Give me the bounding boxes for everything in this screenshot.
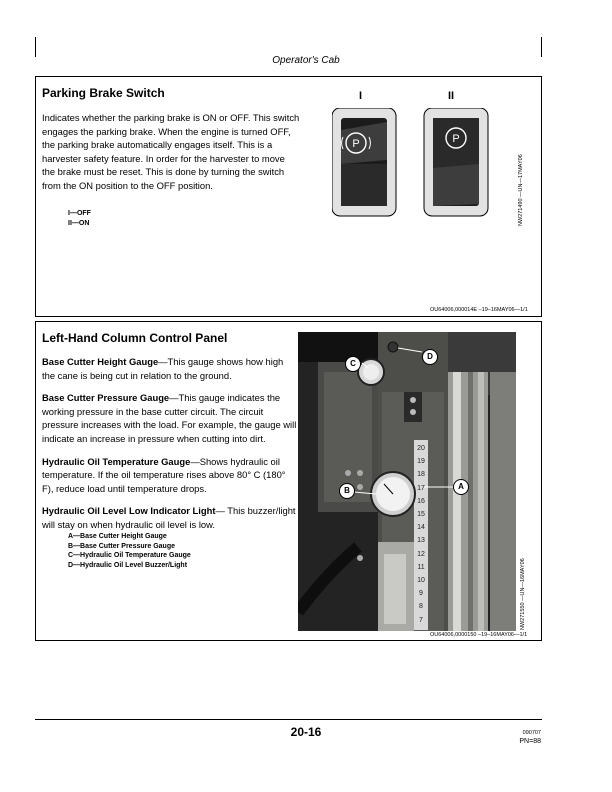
callout-a: A: [453, 479, 469, 495]
section-title-left-hand-column: Left-Hand Column Control Panel: [42, 331, 228, 345]
legend-item-d: D—Hydraulic Oil Level Buzzer/Light: [68, 561, 188, 569]
switch-on-graphic: [424, 108, 488, 216]
parking-brake-legend: [68, 209, 91, 228]
scale-number: 15: [417, 511, 425, 519]
scale-number: 20: [417, 445, 425, 452]
control-panel-photo: [298, 332, 516, 631]
switch-label-i: I: [359, 90, 363, 102]
page-header-title: Operator's Cab: [272, 55, 340, 66]
switch-label-ii: II: [448, 90, 455, 102]
footer-code: 090707: [522, 730, 541, 736]
footer-pn: PN=88: [519, 738, 541, 745]
scale-number: 13: [417, 537, 425, 545]
parking-brake-switch-illustration: [332, 90, 512, 220]
control-panel-description: [42, 355, 298, 532]
switch-off-graphic: [332, 108, 396, 216]
paragraph-base-cutter-pressure: Base Cutter Pressure Gauge—This gauge indicates the working pressure in the base cutter circuit. The circuit pressure increases with the load. For example, the gauge will indicate an increase in pressure when cutting into dirt.: [42, 392, 297, 444]
scale-number: 12: [417, 550, 425, 558]
scale-number: 19: [417, 458, 425, 466]
scale-number: 11: [417, 563, 425, 571]
scale-number: 14: [417, 524, 425, 532]
scale-number: 8: [419, 603, 423, 611]
callout-c: C: [345, 356, 361, 372]
legend-item-off: I—OFF: [68, 210, 91, 217]
svg-text:P: P: [352, 138, 360, 150]
control-panel-legend: [68, 532, 191, 570]
scale-number: 16: [417, 497, 425, 505]
svg-text:P: P: [452, 133, 460, 145]
scale-number: 18: [417, 471, 425, 479]
scale-number: 7: [419, 616, 423, 624]
parking-brake-description: Indicates whether the parking brake is ON or OFF. This switch engages the parking brake. When the engine is turned OFF, the parking brake automatically engages itself. This is a harvester safety feature. In order for the harvester to move the brake must be reset. This is done by turning the switch from the ON position to the OFF position.: [42, 112, 300, 191]
legend-item-a: A—Base Cutter Height Gauge: [68, 533, 167, 540]
legend-item-b: B—Base Cutter Pressure Gauge: [68, 542, 175, 550]
section1-footer-ref: OU64006,000014E –19–16MAY06—1/1: [430, 307, 528, 313]
scale-number: 10: [417, 577, 425, 585]
paragraph-hydraulic-oil-level: Hydraulic Oil Level Low Indicator Light— This buzzer/light will stay on when hydraulic oil level is low.: [42, 505, 296, 530]
scale-number: 9: [419, 590, 423, 598]
image-ref-control-panel: NW271550 —UN—16MAY06: [520, 558, 526, 630]
scale-number: 17: [417, 484, 425, 492]
section2-footer-ref: OU64006,0000150 –19–16MAY06—1/1: [430, 632, 528, 638]
page-number: 20-16: [290, 725, 322, 739]
section-title-parking-brake: Parking Brake Switch: [42, 86, 165, 100]
paragraph-base-cutter-height: Base Cutter Height Gauge—This gauge shows how high the cane is being cut in relation to the ground.: [42, 356, 284, 381]
paragraph-hydraulic-oil-temperature: Hydraulic Oil Temperature Gauge—Shows hydraulic oil temperature. If the oil temperature rises above 80° C (180° F), reduce load until temperature drops.: [42, 455, 286, 494]
image-ref-switch: NW271490 —UN—17MAY06: [518, 154, 524, 226]
callout-b: B: [339, 483, 355, 499]
legend-item-c: C—Hydraulic Oil Temperature Gauge: [68, 552, 191, 559]
legend-item-on: II—ON: [68, 219, 90, 227]
callout-d: D: [422, 349, 438, 365]
